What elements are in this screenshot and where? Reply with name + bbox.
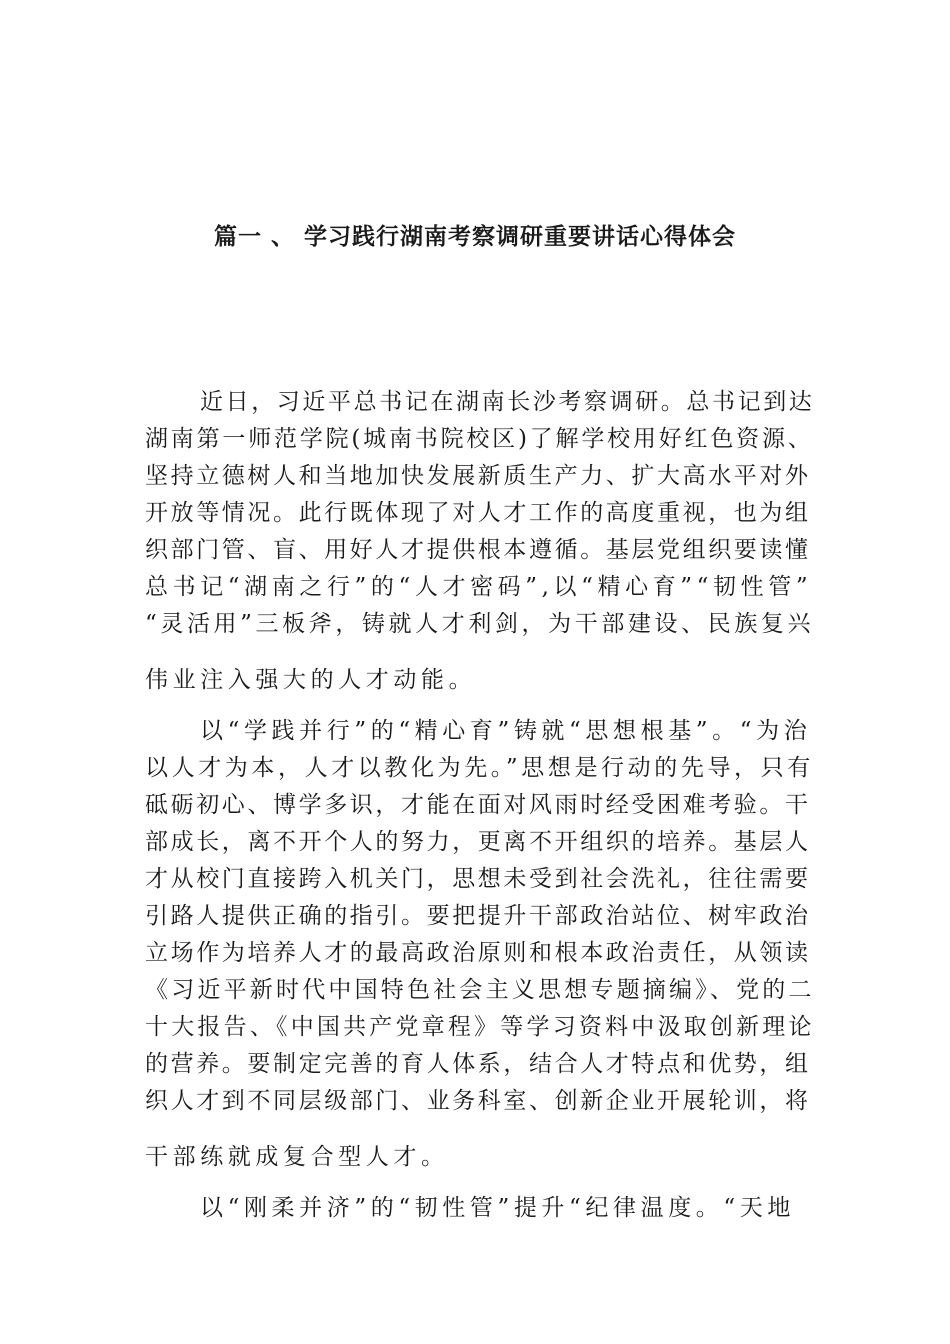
paragraph-1-line-2: 湖南第一师范学院(城南书院校区)了解学校用好红色资源、 bbox=[145, 426, 814, 452]
paragraph-2-line-3: 砥砺初心、博学多识，才能在面对风雨时经受困难考验。干 bbox=[145, 792, 811, 818]
paragraph-2-line-9: 十大报告、《中国共产党章程》等学习资料中汲取创新理论 bbox=[145, 1014, 815, 1040]
paragraph-2-line-6: 引路人提供正确的指引。要把提升干部政治站位、树牢政治 bbox=[145, 903, 811, 929]
paragraph-3-line-1: 以“刚柔并济”的“韧性管”提升“纪律温度。“天地 bbox=[200, 1195, 795, 1221]
paragraph-2-line-2: 以人才为本，人才以教化为先。”思想是行动的先导，只有 bbox=[145, 755, 814, 781]
paragraph-2-line-1: 以“学践并行”的“精心育”铸就“思想根基”。“为治 bbox=[200, 718, 812, 744]
paragraph-2-line-5: 才从校门直接跨入机关门，思想未受到社会洗礼，往往需要 bbox=[145, 866, 811, 892]
document-title: 篇一 、 学习践行湖南考察调研重要讲话心得体会 bbox=[213, 224, 736, 250]
paragraph-1-line-3: 坚持立德树人和当地加快发展新质生产力、扩大高水平对外 bbox=[145, 463, 811, 489]
paragraph-1-line-4: 开放等情况。此行既体现了对人才工作的高度重视，也为组 bbox=[145, 500, 811, 526]
paragraph-1-line-8: 伟业注入强大的人才动能。 bbox=[145, 667, 477, 693]
paragraph-1-line-1: 近日，习近平总书记在湖南长沙考察调研。总书记到达 bbox=[200, 389, 815, 415]
paragraph-2-line-10: 的营养。要制定完善的育人体系，结合人才特点和优势，组 bbox=[145, 1051, 811, 1077]
paragraph-1-line-7: “灵活用”三板斧，铸就人才利剑，为干部建设、民族复兴 bbox=[145, 611, 815, 637]
paragraph-2-line-12: 干部练就成复合型人才。 bbox=[145, 1144, 449, 1170]
paragraph-1-line-6: 总书记“湖南之行”的“人才密码”,以“精心育”“韧性管” bbox=[145, 574, 813, 600]
paragraph-1-line-5: 织部门管、盲、用好人才提供根本遵循。基层党组织要读懂 bbox=[145, 537, 811, 563]
paragraph-2-line-11: 织人才到不同层级部门、业务科室、创新企业开展轮训，将 bbox=[145, 1088, 811, 1114]
paragraph-2-line-7: 立场作为培养人才的最高政治原则和根本政治责任，从领读 bbox=[145, 940, 811, 966]
paragraph-2-line-4: 部成长，离不开个人的努力，更离不开组织的培养。基层人 bbox=[145, 829, 811, 855]
paragraph-2-line-8: 《习近平新时代中国特色社会主义思想专题摘编》、党的二 bbox=[145, 977, 815, 1003]
